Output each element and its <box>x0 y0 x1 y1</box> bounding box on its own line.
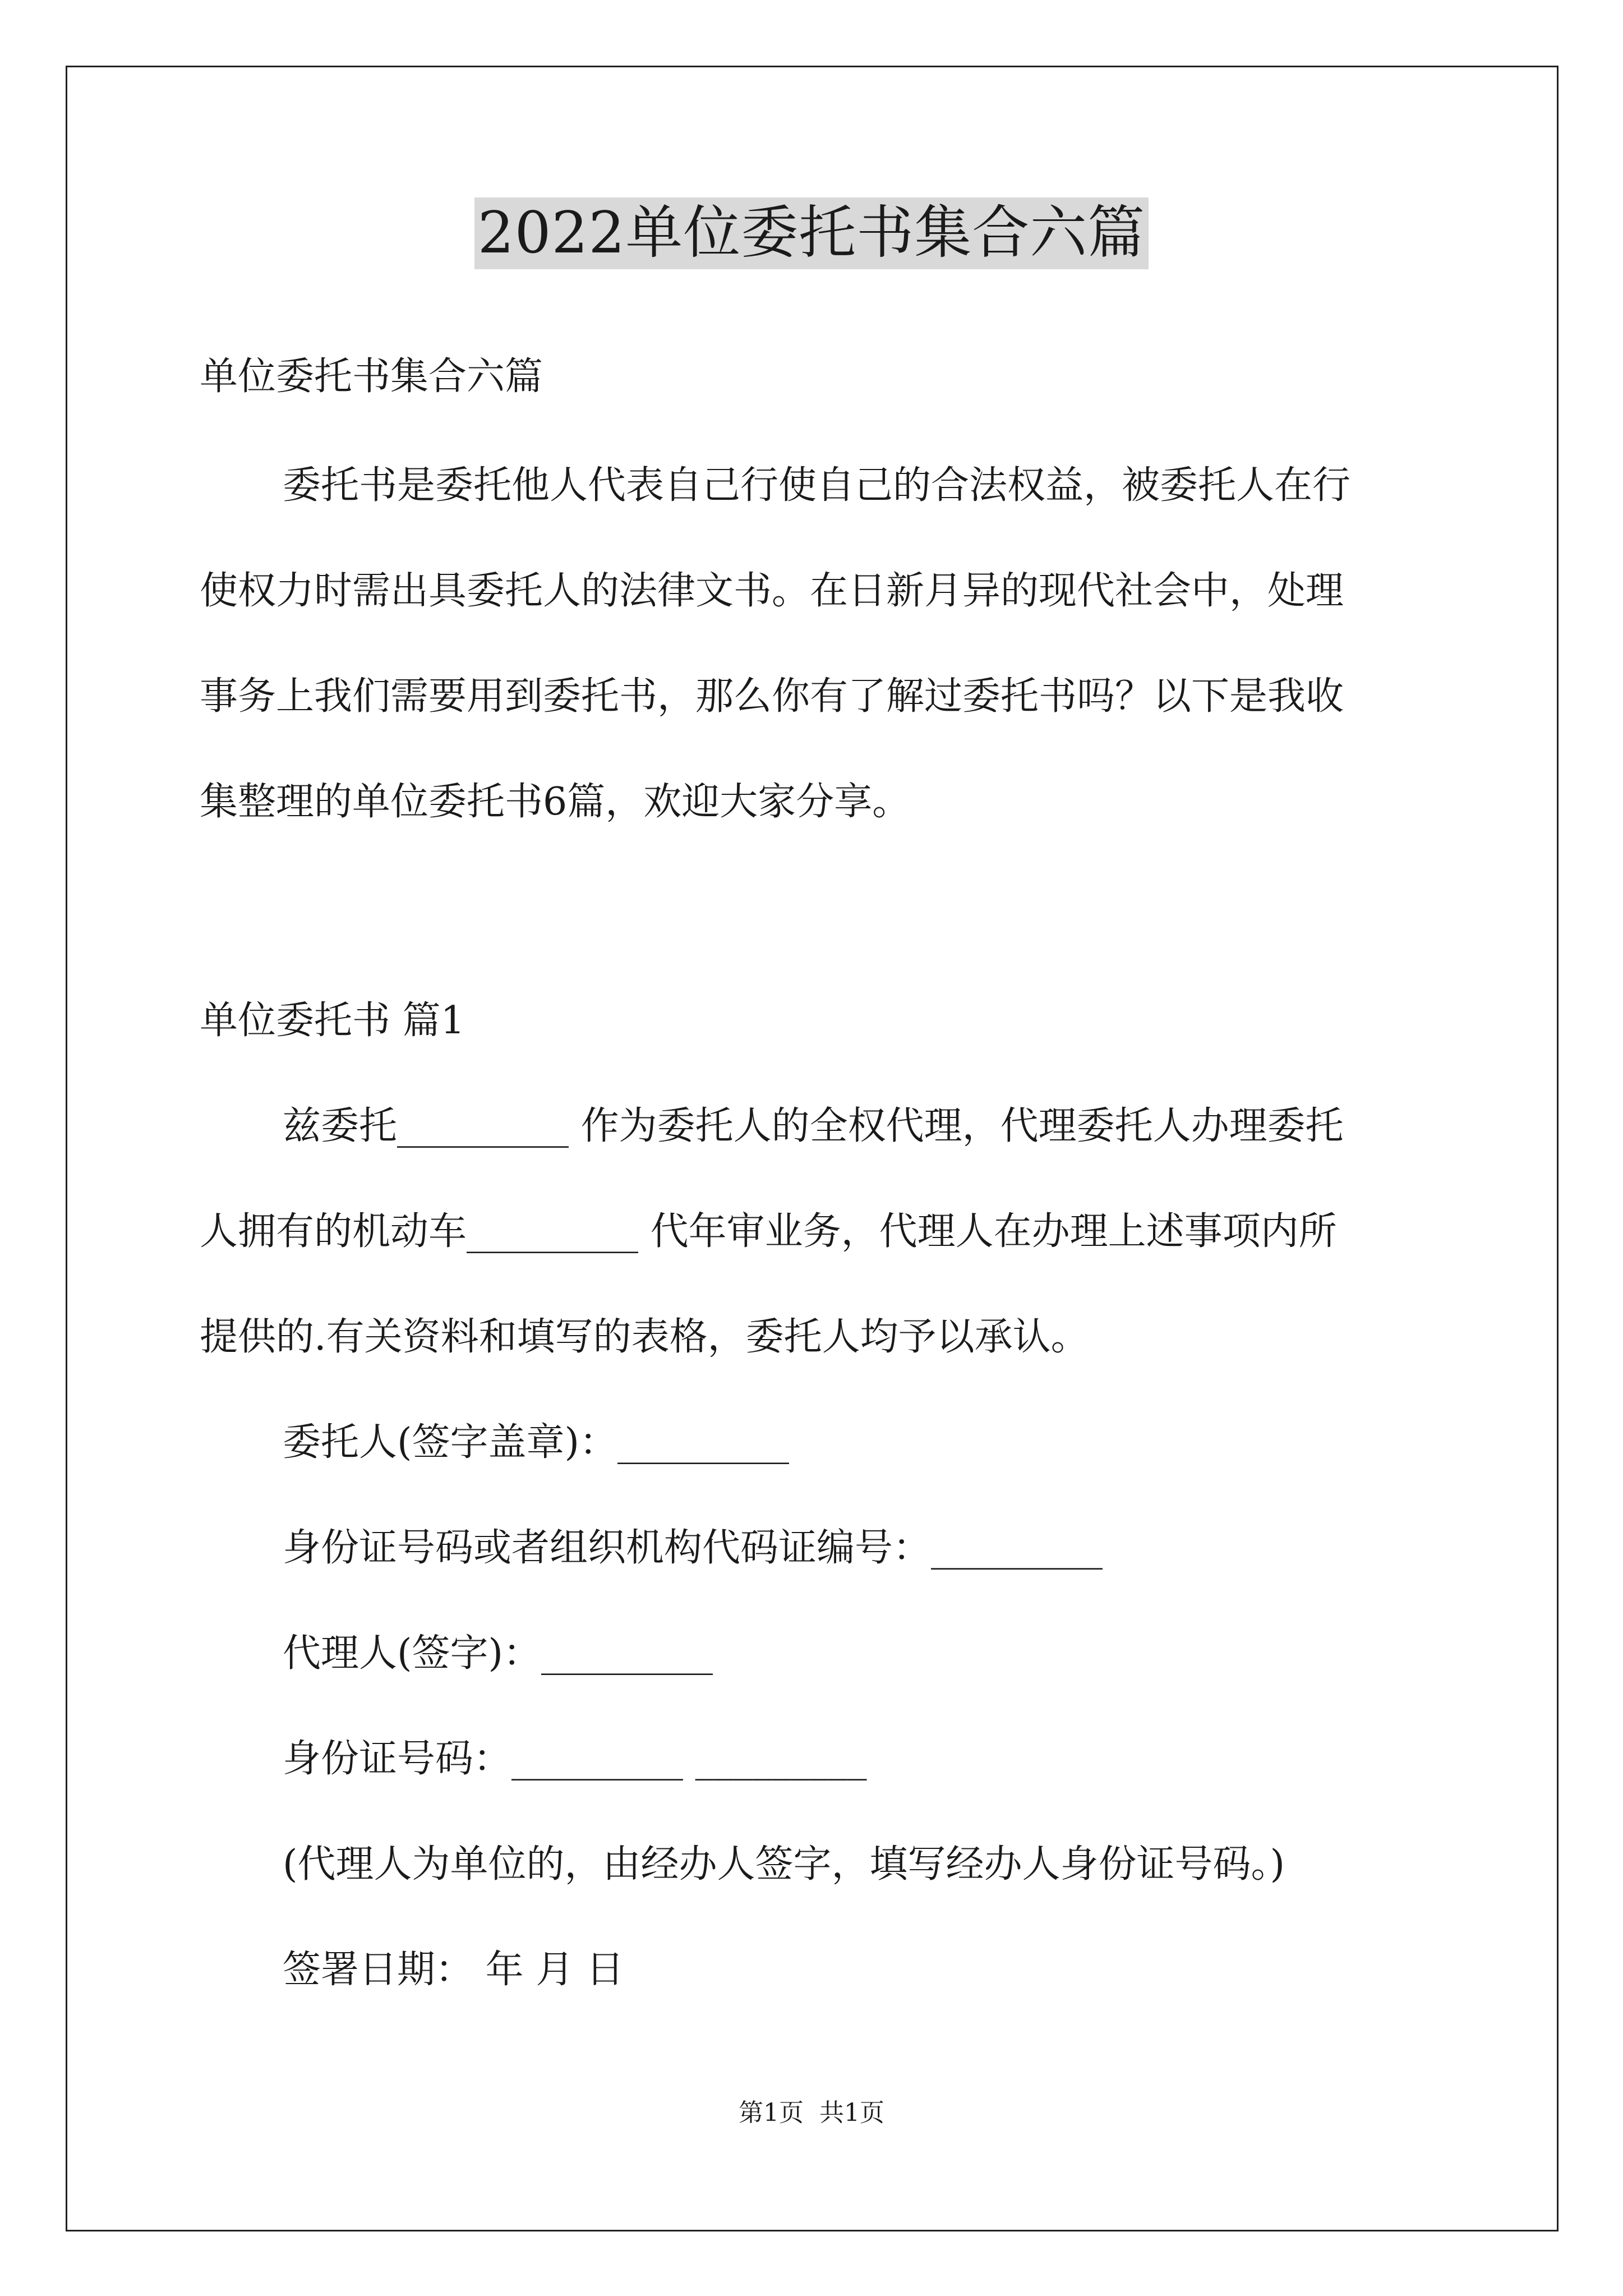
body-line-3: 提供的.有关资料和填写的表格，委托人均予以承认。 <box>200 1315 1089 1359</box>
field-note: (代理人为单位的，由经办人签字，填写经办人身份证号码。) <box>283 1842 1285 1887</box>
field-agent-signature: 代理人(签字)：_________ <box>283 1631 713 1676</box>
intro-line-2: 使权力时需出具委托人的法律文书。在日新月异的现代社会中，处理 <box>200 569 1344 613</box>
field-id-number: 身份证号码：_________ _________ <box>283 1737 867 1781</box>
body-line-1: 兹委托_________ 作为委托人的全权代理，代理委托人办理委托 <box>283 1104 1344 1148</box>
title-container <box>0 197 1623 269</box>
intro-line-1: 委托书是委托他人代表自己行使自己的合法权益，被委托人在行 <box>283 463 1351 508</box>
field-id-or-org-code: 身份证号码或者组织机构代码证编号：_________ <box>283 1526 1103 1570</box>
body-line-2: 人拥有的机动车_________ 代年审业务，代理人在办理上述事项内所 <box>200 1209 1337 1254</box>
document-subtitle: 单位委托书集合六篇 <box>200 355 543 399</box>
section-heading: 单位委托书 篇1 <box>200 999 465 1043</box>
field-sign-date: 签署日期： 年 月 日 <box>283 1948 624 1992</box>
intro-line-3: 事务上我们需要用到委托书，那么你有了解过委托书吗？以下是我收 <box>200 674 1344 719</box>
page-footer <box>0 2096 1623 2130</box>
field-principal-signature: 委托人(签字盖章)：_________ <box>283 1420 790 1465</box>
page-total: 共1页 <box>819 2099 884 2127</box>
intro-line-4: 集整理的单位委托书6篇，欢迎大家分享。 <box>200 780 911 824</box>
page-number: 第1页 <box>739 2099 804 2127</box>
document-title: 2022单位委托书集合六篇 <box>474 197 1149 269</box>
